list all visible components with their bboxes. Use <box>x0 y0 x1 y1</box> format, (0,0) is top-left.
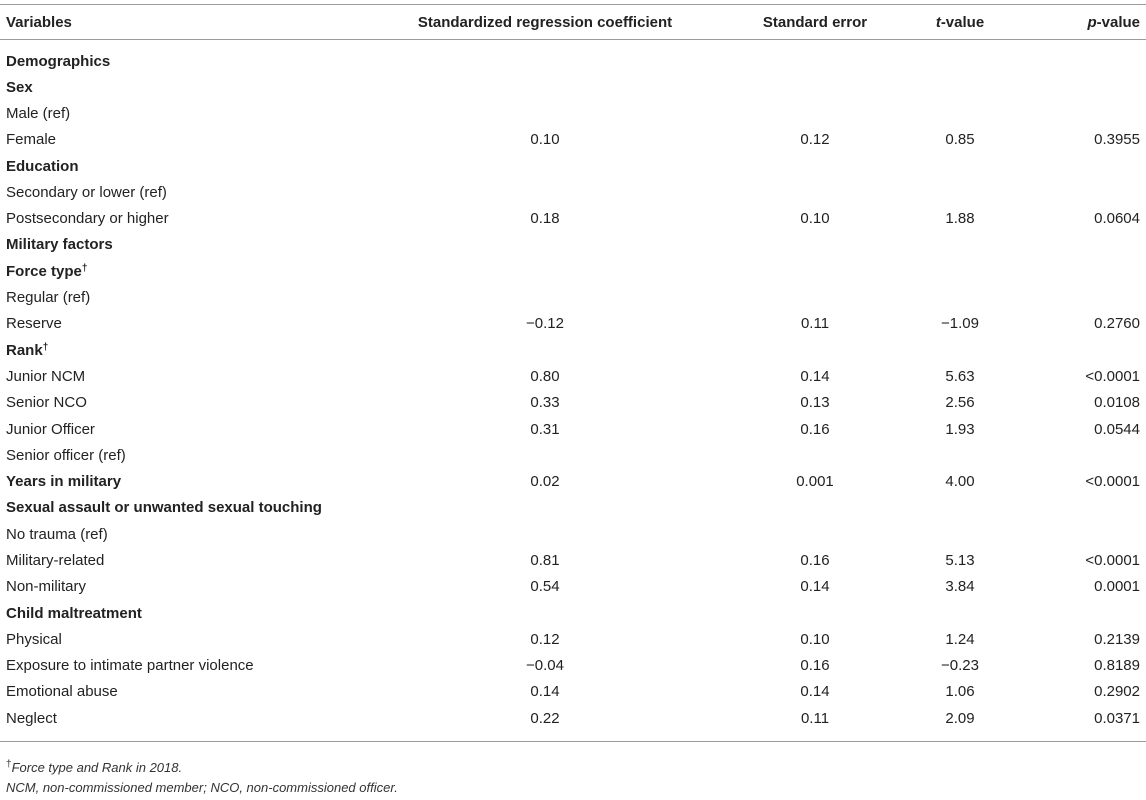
t-value-cell <box>910 40 1010 75</box>
p-value-cell: 0.2760 <box>1094 315 1140 333</box>
p-value-cell <box>1010 337 1146 363</box>
header-t-italic: t <box>935 13 941 31</box>
standard-error-cell: 0.14 <box>800 367 830 385</box>
table-row <box>0 153 1146 179</box>
t-value-cell <box>910 153 1010 179</box>
standard-error-cell <box>720 495 910 521</box>
table-row <box>0 416 1146 442</box>
table-row <box>0 179 1146 205</box>
table-row <box>0 626 1146 652</box>
coefficient-cell <box>370 521 720 547</box>
variable-label: Non-military <box>6 578 87 596</box>
coefficient-cell: 0.02 <box>530 473 560 491</box>
p-value-cell <box>1010 521 1146 547</box>
t-value-cell <box>910 100 1010 126</box>
coefficient-cell <box>370 153 720 179</box>
standard-error-cell: 0.13 <box>800 394 830 412</box>
t-value-cell: 4.00 <box>945 473 975 491</box>
variable-cell <box>0 337 370 363</box>
table-row <box>0 653 1146 679</box>
p-value-cell <box>1010 40 1146 75</box>
dagger-mark: † <box>42 341 49 353</box>
coefficient-cell <box>370 40 720 75</box>
variable-label: Male (ref) <box>6 104 71 122</box>
footnotes <box>6 758 398 798</box>
standard-error-cell <box>720 40 910 75</box>
p-value-cell <box>1010 284 1146 310</box>
t-value-cell <box>910 521 1010 547</box>
t-value-cell <box>910 74 1010 100</box>
t-value-cell <box>910 232 1010 258</box>
t-value-cell: 5.13 <box>945 551 975 569</box>
table-row <box>0 284 1146 310</box>
footnote-dagger <box>6 758 398 778</box>
t-value-cell <box>910 495 1010 521</box>
coefficient-cell: 0.81 <box>530 551 560 569</box>
table-row <box>0 442 1146 468</box>
p-value-cell: 0.0544 <box>1094 420 1140 438</box>
t-value-cell: −0.23 <box>941 657 979 675</box>
variable-label: Sexual assault or unwanted sexual touching <box>6 499 322 517</box>
coefficient-cell: 0.31 <box>530 420 560 438</box>
p-value-cell <box>1010 179 1146 205</box>
variable-label: Exposure to intimate partner violence <box>6 657 254 675</box>
variable-cell <box>0 521 370 547</box>
variable-cell <box>0 679 370 705</box>
coefficient-cell: 0.10 <box>530 131 560 149</box>
variable-label: Female <box>6 131 57 149</box>
t-value-cell: 2.56 <box>945 394 975 412</box>
variable-cell <box>0 284 370 310</box>
table-row <box>0 390 1146 416</box>
standard-error-cell: 0.16 <box>800 551 830 569</box>
p-value-cell: 0.3955 <box>1094 131 1140 149</box>
t-value-cell <box>910 337 1010 363</box>
standard-error-cell <box>720 337 910 363</box>
standard-error-cell: 0.14 <box>800 578 830 596</box>
variable-label: Child maltreatment <box>6 604 142 622</box>
variable-cell <box>0 390 370 416</box>
table-body <box>0 40 1146 742</box>
standard-error-cell <box>720 232 910 258</box>
variable-cell <box>0 74 370 100</box>
table-row <box>0 74 1146 100</box>
coefficient-cell <box>370 442 720 468</box>
standard-error-cell: 0.11 <box>800 315 830 333</box>
t-value-cell: 1.88 <box>945 210 975 228</box>
variable-cell <box>0 179 370 205</box>
table-row <box>0 705 1146 742</box>
variable-cell <box>0 258 370 284</box>
variable-cell <box>0 442 370 468</box>
p-value-cell <box>1010 495 1146 521</box>
variable-label: Junior NCM <box>6 367 86 385</box>
coefficient-cell: 0.12 <box>530 630 560 648</box>
variable-cell <box>0 40 370 75</box>
variable-label: Education <box>6 157 79 175</box>
variable-label: Sex <box>6 78 33 96</box>
table-row <box>0 547 1146 573</box>
standard-error-cell: 0.10 <box>800 210 830 228</box>
t-value-cell: 0.85 <box>945 131 975 149</box>
standard-error-cell: 0.11 <box>800 709 830 727</box>
table-row <box>0 495 1146 521</box>
t-value-cell <box>910 258 1010 284</box>
variable-label: Regular (ref) <box>6 289 91 307</box>
p-value-cell: 0.2139 <box>1094 630 1140 648</box>
standard-error-cell: 0.14 <box>800 683 830 701</box>
coefficient-cell: 0.54 <box>530 578 560 596</box>
coefficient-cell <box>370 179 720 205</box>
variable-cell <box>0 416 370 442</box>
variable-label: Senior officer (ref) <box>6 446 126 464</box>
p-value-cell <box>1010 100 1146 126</box>
standard-error-cell: 0.001 <box>796 473 834 491</box>
p-value-cell: 0.0108 <box>1094 394 1140 412</box>
footnote-abbreviations: NCM, non-commissioned member; NCO, non-commissioned officer. <box>6 780 398 795</box>
regression-table <box>0 4 1146 742</box>
t-value-cell <box>910 442 1010 468</box>
t-value-cell: 5.63 <box>945 367 975 385</box>
table-row <box>0 205 1146 231</box>
header-p-value <box>1010 5 1146 40</box>
variable-label: Senior NCO <box>6 394 87 412</box>
coefficient-cell: 0.80 <box>530 367 560 385</box>
p-value-cell <box>1010 74 1146 100</box>
coefficient-cell: 0.22 <box>530 709 560 727</box>
p-value-cell: 0.0604 <box>1094 210 1140 228</box>
variable-cell <box>0 100 370 126</box>
table-row <box>0 600 1146 626</box>
variable-cell <box>0 232 370 258</box>
header-variables: Variables <box>6 13 72 31</box>
p-value-cell: 0.8189 <box>1094 657 1140 675</box>
table-row <box>0 258 1146 284</box>
variable-cell <box>0 653 370 679</box>
coefficient-cell: 0.18 <box>530 210 560 228</box>
coefficient-cell <box>370 284 720 310</box>
standard-error-cell <box>720 153 910 179</box>
t-value-cell <box>910 284 1010 310</box>
standard-error-cell <box>720 284 910 310</box>
variable-label: No trauma (ref) <box>6 525 108 543</box>
variable-cell <box>0 495 370 521</box>
p-value-cell <box>1010 232 1146 258</box>
coefficient-cell: −0.12 <box>526 315 564 333</box>
variable-cell <box>0 363 370 389</box>
standard-error-cell: 0.12 <box>800 131 830 149</box>
t-value-cell <box>910 600 1010 626</box>
p-value-cell: 0.0001 <box>1094 578 1140 596</box>
standard-error-cell <box>720 442 910 468</box>
variable-label: Rank <box>6 341 43 359</box>
table-row <box>0 574 1146 600</box>
standard-error-cell: 0.16 <box>800 657 830 675</box>
variable-label: Emotional abuse <box>6 683 118 701</box>
coefficient-cell <box>370 258 720 284</box>
dagger-mark: † <box>81 262 88 274</box>
header-row <box>0 5 1146 40</box>
coefficient-cell <box>370 74 720 100</box>
variable-label: Years in military <box>6 473 122 491</box>
variable-label: Military factors <box>6 236 113 254</box>
t-value-cell: −1.09 <box>941 315 979 333</box>
standard-error-cell <box>720 600 910 626</box>
coefficient-cell <box>370 495 720 521</box>
p-value-cell: 0.0371 <box>1094 709 1140 727</box>
variable-cell <box>0 153 370 179</box>
standard-error-cell <box>720 74 910 100</box>
variable-cell <box>0 205 370 231</box>
p-value-cell <box>1010 258 1146 284</box>
standard-error-cell <box>720 258 910 284</box>
table-row <box>0 363 1146 389</box>
header-p-suffix: -value <box>1096 13 1140 31</box>
table-row <box>0 521 1146 547</box>
variable-cell <box>0 600 370 626</box>
standard-error-cell <box>720 179 910 205</box>
t-value-cell <box>910 179 1010 205</box>
table-row <box>0 40 1146 75</box>
variable-label: Reserve <box>6 315 62 333</box>
p-value-cell: <0.0001 <box>1085 551 1140 569</box>
table-row <box>0 127 1146 153</box>
variable-cell <box>0 127 370 153</box>
variable-label: Physical <box>6 630 62 648</box>
table-row <box>0 311 1146 337</box>
variable-label: Secondary or lower (ref) <box>6 183 167 201</box>
coefficient-cell <box>370 232 720 258</box>
p-value-cell <box>1010 153 1146 179</box>
header-t-suffix: -value <box>940 13 985 31</box>
p-value-cell: 0.2902 <box>1094 683 1140 701</box>
coefficient-cell: 0.14 <box>530 683 560 701</box>
variable-label: Demographics <box>6 52 111 70</box>
p-value-cell: <0.0001 <box>1085 367 1140 385</box>
header-standard-error: Standard error <box>762 13 868 31</box>
standard-error-cell: 0.16 <box>800 420 830 438</box>
p-value-cell <box>1010 600 1146 626</box>
standard-error-cell <box>720 100 910 126</box>
p-value-cell: <0.0001 <box>1085 473 1140 491</box>
header-p-italic: p <box>1087 13 1097 31</box>
variable-label: Force type <box>6 262 82 280</box>
variable-label: Postsecondary or higher <box>6 210 169 228</box>
header-t-value <box>910 5 1010 40</box>
variable-cell <box>0 468 370 494</box>
variable-label: Military-related <box>6 551 105 569</box>
t-value-cell: 1.93 <box>945 420 975 438</box>
table-row <box>0 679 1146 705</box>
table-row <box>0 468 1146 494</box>
variable-label: Neglect <box>6 709 57 727</box>
dagger-note: Force type and Rank in 2018. <box>11 760 183 775</box>
t-value-cell: 1.24 <box>945 630 975 648</box>
coefficient-cell <box>370 337 720 363</box>
p-value-cell <box>1010 442 1146 468</box>
t-value-cell: 3.84 <box>945 578 975 596</box>
standard-error-cell <box>720 521 910 547</box>
coefficient-cell <box>370 600 720 626</box>
variable-cell <box>0 574 370 600</box>
coefficient-cell: 0.33 <box>530 394 560 412</box>
variable-label: Junior Officer <box>6 420 95 438</box>
variable-cell <box>0 626 370 652</box>
coefficient-cell: −0.04 <box>526 657 564 675</box>
header-coefficient: Standardized regression coefficient <box>417 13 673 31</box>
variable-cell <box>0 705 370 742</box>
t-value-cell: 2.09 <box>945 709 975 727</box>
standard-error-cell: 0.10 <box>800 630 830 648</box>
table-row <box>0 232 1146 258</box>
dagger-mark: † <box>6 759 12 770</box>
table-row <box>0 337 1146 363</box>
t-value-cell: 1.06 <box>945 683 975 701</box>
table-row <box>0 100 1146 126</box>
variable-cell <box>0 547 370 573</box>
variable-cell <box>0 311 370 337</box>
coefficient-cell <box>370 100 720 126</box>
